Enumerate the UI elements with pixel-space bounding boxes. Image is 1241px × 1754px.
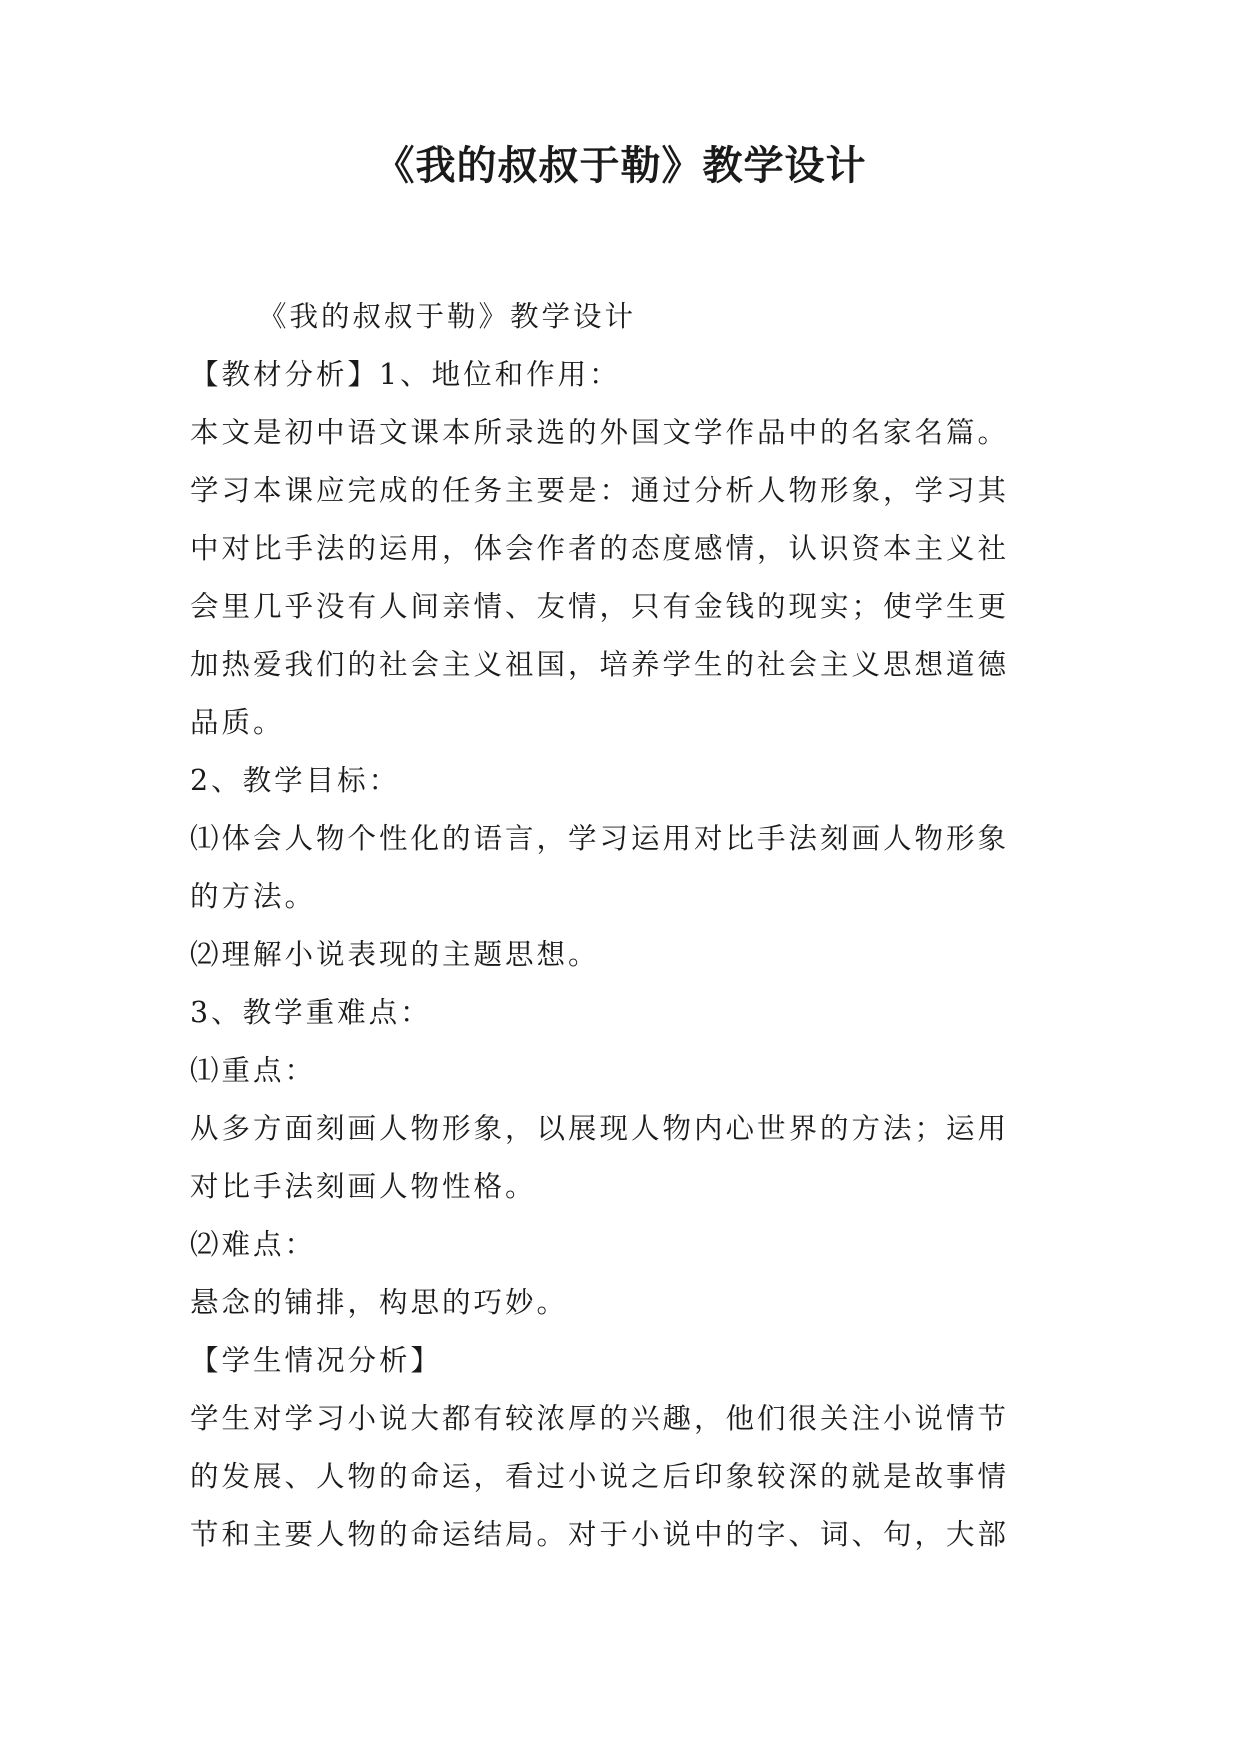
paragraph-line: 学生对学习小说大都有较浓厚的兴趣，他们很关注小说情节 <box>190 1402 1010 1435</box>
subtitle-line: 《我的叔叔于勒》教学设计 <box>258 300 637 333</box>
paragraph-line: 会里几乎没有人间亲情、友情，只有金钱的现实；使学生更 <box>190 590 1010 623</box>
section-heading-student-analysis: 【学生情况分析】 <box>190 1344 443 1377</box>
document-body <box>190 288 1060 1564</box>
section-heading-teaching-goals: 2、教学目标： <box>190 764 401 797</box>
list-item-difficult-point: ⑵难点： <box>190 1228 317 1261</box>
paragraph-line: 本文是初中语文课本所录选的外国文学作品中的名家名篇。 <box>190 416 1010 449</box>
list-item-goal-2: ⑵理解小说表现的主题思想。 <box>190 938 600 971</box>
document-title: 《我的叔叔于勒》教学设计 <box>374 143 867 189</box>
list-item-key-point: ⑴重点： <box>190 1054 317 1087</box>
paragraph-line: 节和主要人物的命运结局。对于小说中的字、词、句，大部 <box>190 1518 1010 1551</box>
paragraph-line: 的方法。 <box>190 880 317 913</box>
paragraph-line: 品质。 <box>190 706 285 739</box>
paragraph-line: 对比手法刻画人物性格。 <box>190 1170 537 1203</box>
paragraph-line: 学习本课应完成的任务主要是：通过分析人物形象，学习其 <box>190 474 1010 507</box>
paragraph-line: 加热爱我们的社会主义祖国，培养学生的社会主义思想道德 <box>190 648 1010 681</box>
paragraph-line: 从多方面刻画人物形象，以展现人物内心世界的方法；运用 <box>190 1112 1010 1145</box>
paragraph-line: 中对比手法的运用，体会作者的态度感情，认识资本主义社 <box>190 532 1010 565</box>
paragraph-line: 悬念的铺排，构思的巧妙。 <box>190 1286 569 1319</box>
section-heading-key-difficult-points: 3、教学重难点： <box>190 996 432 1029</box>
paragraph-line: 的发展、人物的命运，看过小说之后印象较深的就是故事情 <box>190 1460 1010 1493</box>
list-item-goal-1: ⑴体会人物个性化的语言，学习运用对比手法刻画人物形象 <box>190 822 1010 855</box>
section-heading-textbook-analysis: 【教材分析】1、地位和作用： <box>190 358 621 391</box>
